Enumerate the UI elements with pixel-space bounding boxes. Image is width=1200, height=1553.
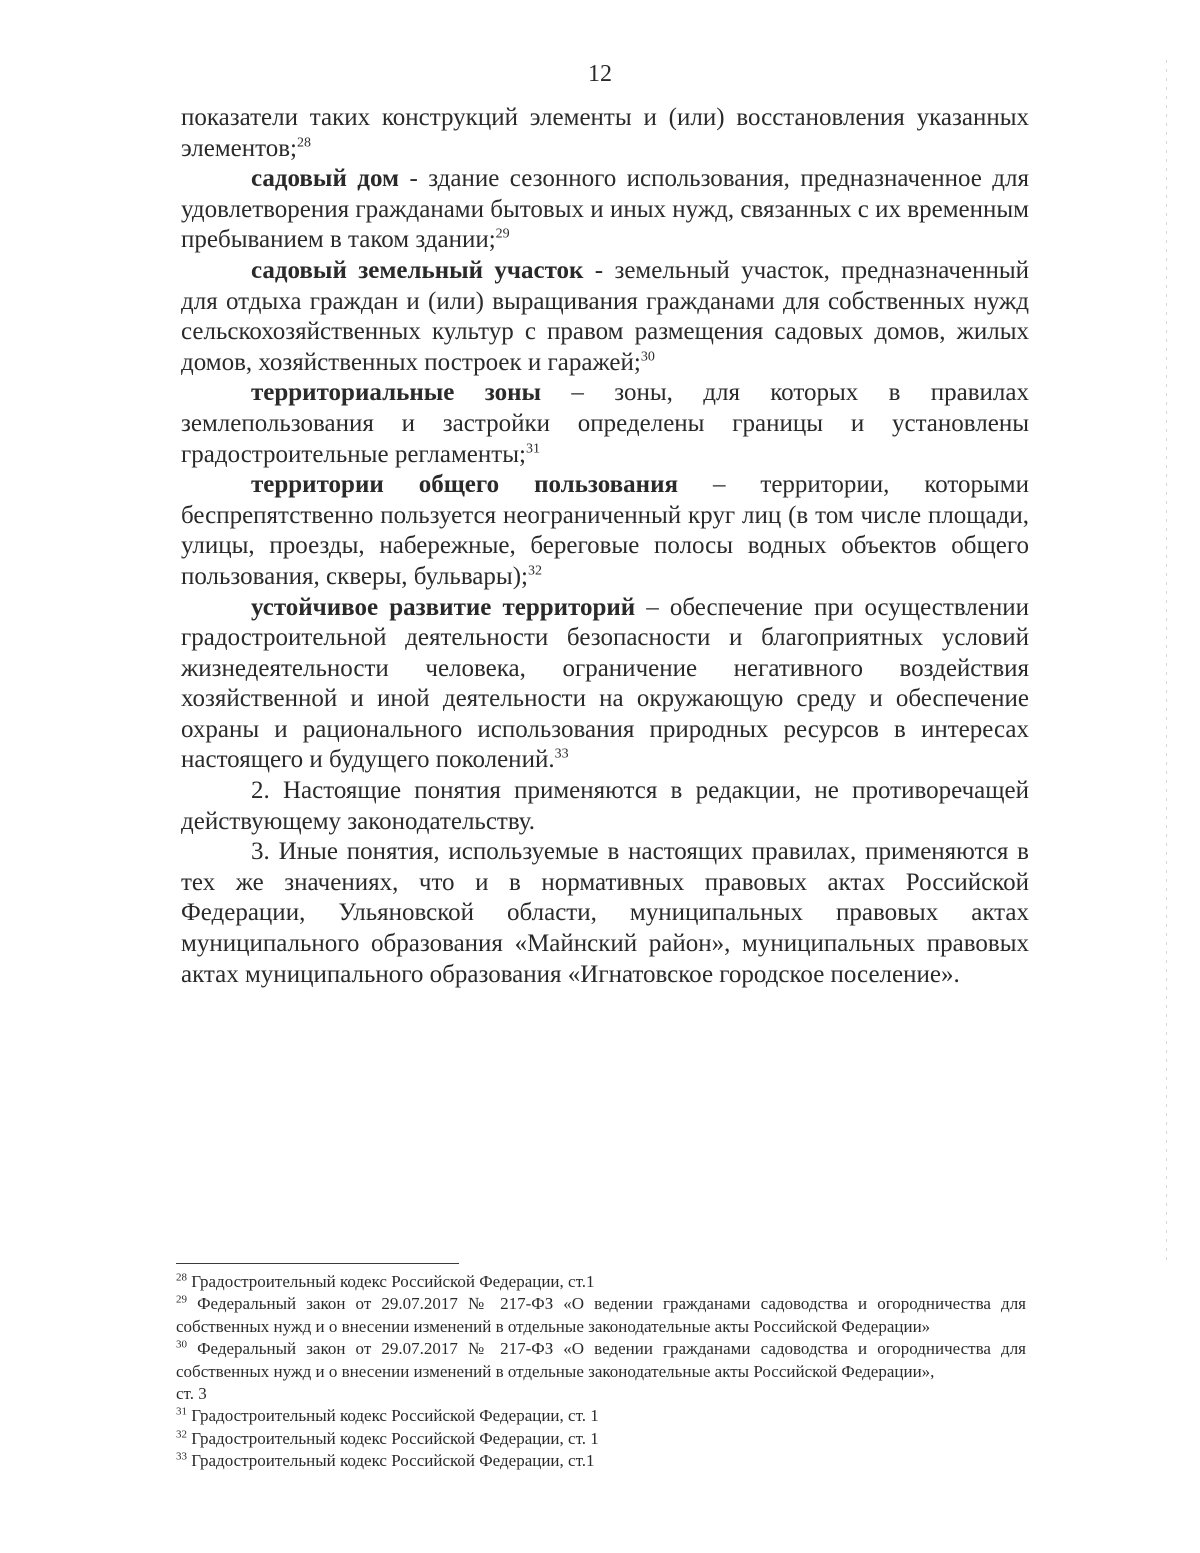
footnote-text: Федеральный закон от 29.07.2017 № 217-ФЗ «О ведении гражданами садоводства и огородничества для собственных нужд и о внесении изменений в отдельные законодательные акты Российской Федерации»	[176, 1294, 1026, 1336]
definition-public-territories	[181, 470, 1029, 592]
definition-territorial-zones	[181, 378, 1029, 470]
footnote-continuation: ст. 3	[176, 1384, 207, 1404]
footnote-item	[176, 1428, 1026, 1450]
term-label: территориальные зоны	[251, 379, 542, 407]
footnote-text: Градостроительный кодекс Российской Федерации, ст. 1	[187, 1406, 599, 1426]
footnote-ref: 30	[640, 349, 655, 365]
footnote-item	[176, 1293, 1026, 1338]
footnote-ref: 32	[527, 563, 542, 579]
definition-text: – обеспечение при осуществлении градостроительной деятельности безопасности и благоприятных условий жизнедеятельности человека, ограничение негативного воздействия хозяйственной и иной деятельности на окружающую среду и обеспечение охраны и рационального использования природных ресурсов в интересах настоящего и будущего поколений.	[181, 593, 1030, 774]
paragraph-text: показатели таких конструкций элементы и (или) восстановления указанных элементов;	[181, 104, 1029, 162]
page-number: 12	[588, 61, 612, 87]
footnote-ref: 29	[495, 227, 510, 243]
scan-edge-artifact	[1166, 60, 1167, 1260]
clause-2	[181, 776, 1029, 837]
footnote-number: 32	[176, 1428, 187, 1441]
footnote-text: Градостроительный кодекс Российской Федерации, ст.1	[187, 1451, 595, 1471]
footnote-number: 28	[176, 1271, 187, 1284]
term-label: садовый земельный участок	[251, 256, 584, 284]
definition-sustainable-development	[181, 593, 1029, 777]
footnote-number: 29	[176, 1293, 187, 1306]
definition-garden-plot	[181, 256, 1029, 378]
definition-garden-house	[181, 164, 1029, 256]
footnote-number: 30	[176, 1338, 187, 1351]
footnote-text: Федеральный закон от 29.07.2017 № 217-ФЗ «О ведении гражданами садоводства и огородничества для собственных нужд и о внесении изменений в отдельные законодательные акты Российской Федерации»,	[176, 1339, 1026, 1381]
footnote-item	[176, 1450, 1026, 1472]
term-label: садовый дом	[251, 165, 400, 193]
document-body	[181, 103, 1029, 990]
term-label: территории общего пользования	[251, 471, 679, 499]
footnote-divider	[176, 1263, 459, 1264]
footnote-text: Градостроительный кодекс Российской Федерации, ст. 1	[187, 1428, 599, 1448]
term-label: устойчивое развитие территорий	[251, 593, 636, 621]
clause-text: 2. Настоящие понятия применяются в редакции, не противоречащей действующему законодательству.	[181, 777, 1029, 835]
definition-text: - здание сезонного использования, предназначенное для удовлетворения гражданами бытовых и иных нужд, связанных с их временным пребыванием в таком здании;	[181, 165, 1029, 254]
clause-text: 3. Иные понятия, используемые в настоящих правилах, применяются в тех же значениях, что и в нормативных правовых актах Российской Федерации, Ульяновской области, муниципальных правовых актах муниципального образования «Майнский район», муниципальных правовых актах муниципального образования «Игнатовское городское поселение».	[181, 838, 1029, 988]
footnote-text: Градостроительный кодекс Российской Федерации, ст.1	[187, 1272, 595, 1291]
footnote-ref: 33	[554, 747, 569, 763]
footnote-number: 31	[176, 1405, 187, 1418]
footnote-ref: 28	[297, 135, 311, 151]
definition-text: – зоны, для которых в правилах землепользования и застройки определены границы и установлены градостроительные регламенты;	[181, 379, 1029, 468]
footnote-item	[176, 1338, 1026, 1405]
footnote-number: 33	[176, 1450, 187, 1463]
clause-3	[181, 837, 1029, 990]
footnotes	[176, 1271, 1026, 1473]
definition-text: - земельный участок, предназначенный для отдыха граждан и (или) выращивания гражданами для собственных нужд сельскохозяйственных культур с правом размещения садовых домов, жилых домов, хозяйственных построек и гаражей;	[181, 256, 1029, 376]
definition-text: – территории, которыми беспрепятственно пользуется неограниченный круг лиц (в том числе площади, улицы, проезды, набережные, береговые полосы водных объектов общего пользования, скверы, бульвары);	[181, 471, 1029, 590]
footnote-ref: 31	[525, 441, 540, 457]
paragraph-continuation	[181, 103, 1029, 164]
footnote-item	[176, 1271, 1026, 1293]
footnote-item	[176, 1405, 1026, 1427]
